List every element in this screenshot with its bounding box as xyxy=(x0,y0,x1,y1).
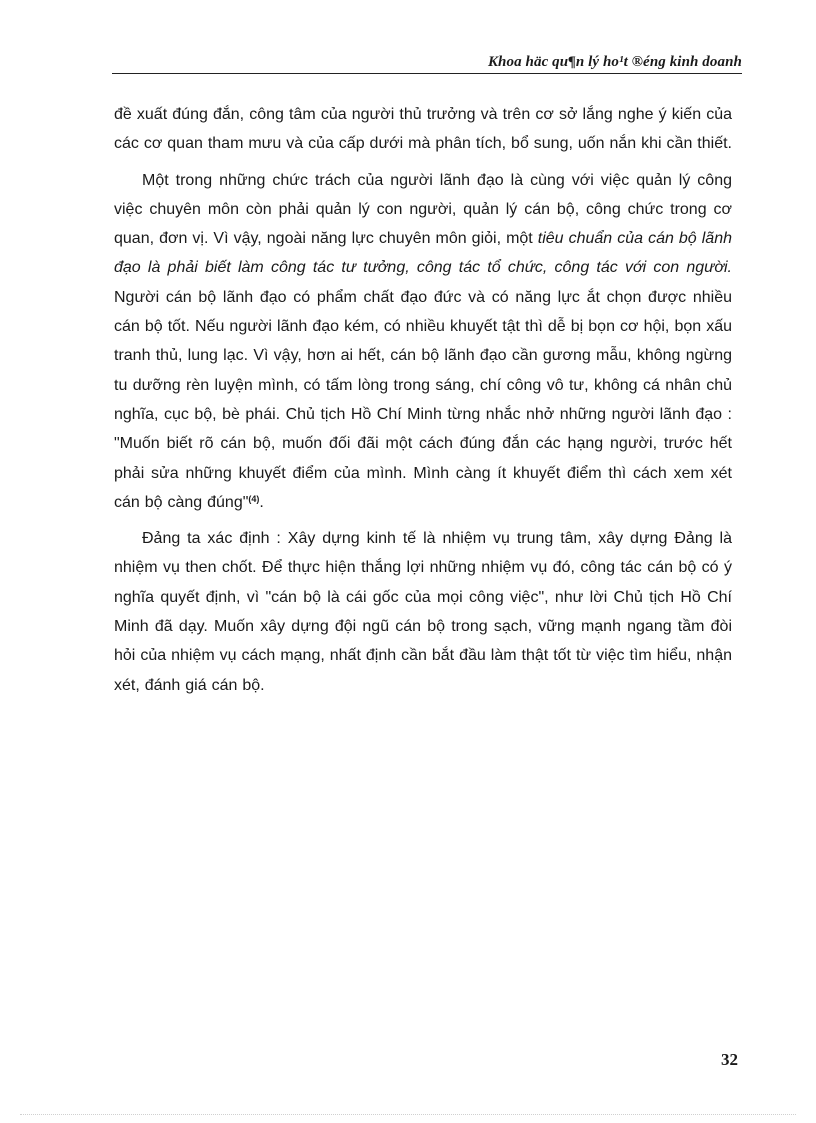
paragraph-2-emphasis: tiêu chuẩn của cán bộ lãnh đạo là phải biết làm công tác tư tưởng, công tác tổ chức, công tác với con người. xyxy=(114,230,732,277)
paragraph-2-text-a: Một trong những chức trách của người lãnh đạo là cùng với việc quản lý công việc chuyên môn còn phải quản lý con người, quản lý cán bộ, công chức trong cơ quan, đơn vị. Vì vậy, ngoài năng lực chuyên môn giỏi, một xyxy=(114,171,732,248)
paragraph-3: Đảng ta xác định : Xây dựng kinh tế là nhiệm vụ trung tâm, xây dựng Đảng là nhiệm vụ then chốt. Để thực hiện thắng lợi những nhiệm vụ đó, công tác cán bộ có ý nghĩa quyết định, vì "cán bộ là cái gốc của mọi công việc", như lời Chủ tịch Hồ Chí Minh đã dạy. Muốn xây dựng đội ngũ cán bộ trong sạch, vững mạnh ngang tầm đòi hỏi của nhiệm vụ cách mạng, nhất định cần bắt đầu làm thật tốt từ việc tìm hiểu, nhận xét, đánh giá cán bộ. xyxy=(114,530,732,694)
paragraph-2 xyxy=(114,166,732,518)
running-header: Khoa häc qu¶n lý ho¹t ®éng kinh doanh xyxy=(487,54,742,70)
paragraph-2-end: . xyxy=(259,493,264,511)
footnote-reference: (4) xyxy=(248,493,260,504)
page-body xyxy=(114,100,732,707)
paragraph-2-text-b: Người cán bộ lãnh đạo có phẩm chất đạo đức và có năng lực ắt chọn được nhiều cán bộ tốt. Nếu người lãnh đạo kém, có nhiều khuyết tật thì dễ bị bọn cơ hội, bọn xấu tranh thủ, lung lạc. Vì vậy, hơn ai hết, cán bộ lãnh đạo cần gương mẫu, không ngừng tu dưỡng rèn luyện mình, có tấm lòng trong sáng, chí công vô tư, không cá nhân chủ nghĩa, cục bộ, bè phái. Chủ tịch Hồ Chí Minh từng nhắc nhở những người lãnh đạo : "Muốn biết rõ cán bộ, muốn đối đãi một cách đúng đắn các hạng người, trước hết phải sửa những khuyết điểm của mình. Mình càng ít khuyết điểm thì cách xem xét cán bộ càng đúng" xyxy=(114,288,732,511)
page-number: 32 xyxy=(721,1050,738,1069)
footer-divider xyxy=(20,1114,796,1115)
header-divider xyxy=(112,73,742,74)
paragraph-1: đề xuất đúng đắn, công tâm của người thủ trưởng và trên cơ sở lắng nghe ý kiến của các cơ quan tham mưu và của cấp dưới mà phân tích, bổ sung, uốn nắn khi cần thiết. xyxy=(114,106,732,153)
